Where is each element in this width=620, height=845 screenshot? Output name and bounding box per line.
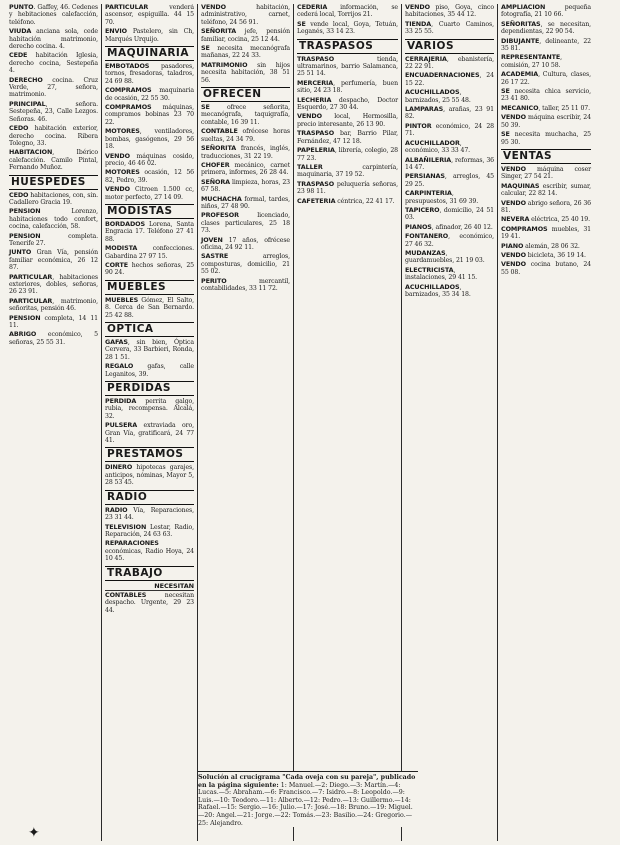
classified-ad: CONTABLES necesitan despacho. Urgente, 29 23 44. xyxy=(105,590,194,614)
classified-ad: COMPRAMOS máquinas, compramos bobinas 23 70 22. xyxy=(105,103,194,126)
section-heading-ventas: VENTAS xyxy=(501,149,591,164)
classified-ad: TIENDA, Cuarto Caminos, 33 25 55. xyxy=(405,19,494,36)
classified-ad: MATRIMONIO sin hijos necesita habitación, 38 51 56. xyxy=(201,60,290,84)
classified-ad: TAPICERO, domicilio, 24 51 03. xyxy=(405,205,494,222)
classified-ad: VENDO bicicleta, 36 19 14. xyxy=(501,250,586,259)
classified-ad: REPARACIONES económicas, Radio Hoya, 24 10 45. xyxy=(105,539,194,563)
classified-ad: VENDO cocina butano, 24 55 08. xyxy=(501,260,591,276)
classified-ad: VENDO local, Hermosilla, precio interesante, 26 13 90. xyxy=(297,112,398,128)
column-4 xyxy=(294,4,402,841)
classified-ad: DIBUJANTE, delineante, 22 35 81. xyxy=(501,36,591,53)
classified-ad: DINERO hipotecas garajes, anticipos, nóminas, Mayor 5, 28 53 45. xyxy=(105,463,194,487)
classified-ad: SEÑORITAS, se necesitan, dependientas, 22 90 54. xyxy=(501,19,591,36)
section-heading-perdidas: PERDIDAS xyxy=(105,381,194,396)
classified-ad: JUNTO Gran Vía, pensión familiar económica, 26 12 87. xyxy=(9,248,98,272)
classified-ad: COMPRAMOS muebles, 31 19 41. xyxy=(501,224,591,241)
column-3 xyxy=(198,4,294,841)
column-2 xyxy=(102,4,198,841)
classified-ad: PROFESOR licenciado, clases particulares, 25 18 73. xyxy=(201,211,290,235)
classified-ad: SE ofrece señorita, mecanógrafa, taquigrafía, contable, 16 39 11. xyxy=(201,103,290,126)
classified-ad: VENDO máquina escribir, 24 50 39. xyxy=(501,113,591,129)
classified-ad: EMBOTADOS pasadores, tornos, fresadoras, taladros, 24 69 88. xyxy=(105,62,194,85)
classified-ad: PAPELERIA, librería, colegio, 28 77 23. xyxy=(297,146,398,162)
crossword-solution-box xyxy=(198,771,418,827)
classified-ad: ELECTRICISTA, instalaciones, 29 41 15. xyxy=(405,265,478,282)
classified-ad: PIANOS, afinador, 26 40 12. xyxy=(405,222,493,231)
classified-ad: CHOFER mecánico, carnet primera, informes, 26 28 44. xyxy=(201,160,290,177)
section-heading-prestamos: PRESTAMOS xyxy=(105,447,194,462)
classified-ad: SEÑORA limpieza, horas, 23 67 58. xyxy=(201,177,290,194)
classified-ad: VENDO Citroen 1.500 cc, motor perfecto, 27 14 09. xyxy=(105,185,194,201)
classified-ad: TRASPASO bar, Barrio Pilar, Fernández, 47 12 18. xyxy=(297,129,398,145)
classified-ad: FONTANERO, económico, 27 46 32. xyxy=(405,232,494,248)
classified-ad: VIUDA anciana sola, cede habitación matrimonio, derecho cocina. 4. xyxy=(9,27,98,51)
classified-ad: CEDE habitación Iglesia, derecho cocina, Sestepeña 4. xyxy=(9,51,98,75)
classified-ad: NEVERA eléctrica, 25 40 19. xyxy=(501,215,590,224)
classified-ad: PARTICULAR, matrimonio, señoritas, pensión 46. xyxy=(9,296,98,313)
classified-ad: ENCUADERNACIONES, 24 15 22. xyxy=(405,71,494,87)
classified-ad: COMPRAMOS maquinaria de ocasión, 22 55 30. xyxy=(105,86,194,102)
section-heading-huespedes: HUESPEDES xyxy=(9,175,98,190)
classified-ad: VENDO piso, Goya, cinco habitaciones, 35 44 12. xyxy=(405,4,494,19)
classified-ad: SE vende local, Goya, Tetuán, Leganés, 33 14 23. xyxy=(297,19,398,36)
section-heading-optica: OPTICA xyxy=(105,322,194,337)
section-subheading-necesitan: NECESITAN xyxy=(105,583,194,591)
classified-ad: PIANO alemán, 28 06 32. xyxy=(501,241,580,250)
classified-ad: CAFETERIA céntrica, 22 41 17. xyxy=(297,196,395,205)
classified-ad: RADIO Vía, Reparaciones, 23 31 44. xyxy=(105,505,194,522)
classified-ad: PERSIANAS, arreglos, 45 29 25. xyxy=(405,172,494,188)
classified-ad: CEDO habitaciones, con, sin. Cadallero Gracia 19. xyxy=(9,190,98,206)
section-heading-trabajo: TRABAJO xyxy=(105,566,194,581)
column-5 xyxy=(402,4,498,841)
classified-ad: ACADEMIA, Cultura, clases, 26 17 22. xyxy=(501,70,591,86)
classified-ad: CONTABLE ofrécese horas sueltas, 24 34 79. xyxy=(201,127,290,143)
section-heading-radio: RADIO xyxy=(105,490,194,505)
classified-ad: CEDERIA información, se cederá local, Torrijos 21. xyxy=(297,4,398,19)
classified-ad: CEDO habitación exterior, derecho cocina. Ribera Tolegno, 33. xyxy=(9,124,98,147)
classified-ad: SE necesita muchacha, 25 95 30. xyxy=(501,130,591,146)
classified-ad: PARTICULAR, habitaciones exteriores, dobles, señoras, 26 23 91. xyxy=(9,272,98,296)
classified-ad: SEÑORITA jefe, pensión familiar, cocina, 25 12 44. xyxy=(201,27,290,43)
classified-ad: PERDIDA perrita galgo, rubia, recompensa. Alcalá, 32. xyxy=(105,397,194,420)
classified-ad: PINTOR económico, 24 28 71. xyxy=(405,121,494,138)
classified-ad: ACUCHILLADOS, barnizados, 25 55 48. xyxy=(405,88,471,104)
classified-ad: JOVEN 17 años, ofrécese oficina, 24 92 11. xyxy=(201,235,290,251)
classified-ad: AMPLIACION pequeña fotografía, 21 10 66. xyxy=(501,4,591,19)
classified-ad: PERITO mercantil, contabilidades, 33 11 72. xyxy=(201,276,290,292)
classified-ad: BORDADOS Lorena, Santa Engracia 17. Teléfono 27 41 88. xyxy=(105,219,194,243)
classified-ad: CARPINTERIA, presupuestos, 31 69 39. xyxy=(405,189,479,205)
classified-ad: VENDO abrigo señora, 26 36 81. xyxy=(501,198,591,214)
classified-ad: MUDANZAS, guardamuebles, 21 19 03. xyxy=(405,248,485,265)
page-mark-icon: ✦ xyxy=(28,825,40,841)
classified-ad: TRASPASO tienda, ultramarinos, barrio Salamanca, 25 51 14. xyxy=(297,54,398,78)
classified-ad: MODISTA confecciones. Gabardina 27 97 15. xyxy=(105,244,194,260)
classified-ad: SE necesita chica servicio, 23 41 80. xyxy=(501,87,591,103)
classified-ad: REGALO gafas, calle Leganitos, 39. xyxy=(105,362,194,378)
classified-ad: GAFAS, sin bien, Óptica Cervera, 33 Barbieri, Ronda, 28 1 51. xyxy=(105,338,194,361)
classified-ad: VENDO habitación, administrativo, carnet, teléfono, 24 56 91. xyxy=(201,4,290,26)
classified-ad: CERRAJERIA, ebanistería, 22 22 91. xyxy=(405,54,494,71)
classifieds-page xyxy=(6,4,614,841)
classified-ad: MOTORES, ventiladores, bombas, gasógenos, 29 56 18. xyxy=(105,127,194,151)
classified-ad: ALBAÑILERIA, reformas, 36 14 47. xyxy=(405,155,494,171)
classified-ad: ENVIO Pastelero, sin Ch, Marqués Urquijo. xyxy=(105,27,194,43)
classified-ad: LAMPARAS, arañas, 23 91 82. xyxy=(405,105,494,121)
classified-ad: TALLER carpintería, maquinaria, 37 19 52. xyxy=(297,162,398,179)
classified-ad: TRASPASO peluquería señoras, 23 98 11. xyxy=(297,179,398,196)
classified-ad: TELEVISION Lestar, Radio, Reparación, 24 63 63. xyxy=(105,522,194,538)
section-heading-ofrecen: OFRECEN xyxy=(201,87,290,102)
section-heading-muebles: MUEBLES xyxy=(105,280,194,295)
crossword-solution-title: Solución al crucigrama "Cada oveja con su pareja", publicado en la página siguiente: xyxy=(198,774,416,789)
classified-ad: REPRESENTANTE, comisión, 27 10 58. xyxy=(501,53,563,69)
classified-ad: SEÑORITA francés, inglés, traducciones, 31 22 19. xyxy=(201,144,290,160)
section-heading-traspasos: TRASPASOS xyxy=(297,39,398,54)
column-6 xyxy=(498,4,594,841)
classified-ad: VENDO máquinas cosido, precio, 46 46 02. xyxy=(105,151,194,167)
classified-ad: PENSION completa, 14 11 11. xyxy=(9,313,98,330)
classified-ad: MOTORES ocasión, 12 56 82, Pedro, 39. xyxy=(105,168,194,184)
classified-ad: ABRIGO económico, 5 señoras, 25 55 31. xyxy=(9,330,98,346)
section-heading-varios: VARIOS xyxy=(405,39,494,54)
classified-ad: MECANICO, taller, 25 11 07. xyxy=(501,103,590,112)
classified-ad: PRINCIPAL, señora. Sestepeña, 23, Calle Lezgos. Señoras. 46. xyxy=(9,99,98,123)
classified-ad: ACUCHILLADOS, barnizados, 35 34 18. xyxy=(405,282,471,298)
classified-ad: PARTICULAR venderá ascensor, espiguilla. 44 15 70. xyxy=(105,4,194,26)
classified-ad: MERCERIA, perfumería, buen sitio, 24 23 18. xyxy=(297,78,398,95)
section-heading-modistas: MODISTAS xyxy=(105,204,194,219)
classified-ad: MUCHACHA formal, tardes, niños, 27 48 90. xyxy=(201,194,290,210)
classified-ad: MUEBLES Gómez, El Salto, 8. Cerca de San Bernardo. 25 42 88. xyxy=(105,295,194,319)
crossword-solution-text: 1: Manuel.—2: Diego.—3: Martín.—4: Lucas.—5: Abraham.—6: Francisco.—7: Isidro.—8: Leopoldo.—9: Luis.—10: Teodoro.—11: Alberto.—12: Pedro.—13: Guillermo.—14: Rafael.—15: Sergio.—16: Julio.—17: José.—18: Bruno.—19: Miguel.—20: Angel.—21: Jorge.—22: Tomás.—23: Basilio.—24: Gregorio.—25: Alejandro. xyxy=(198,781,413,827)
classified-ad: ACUCHILLADOR, económico, 33 33 47. xyxy=(405,138,471,155)
classified-ad: PENSION Lorenzo, habitaciones todo confort, cocina, calefacción, 58. xyxy=(9,207,98,231)
classified-ad: MAQUINAS escribir, sumar, calcular, 22 82 14. xyxy=(501,181,591,198)
column-1 xyxy=(6,4,102,841)
classified-ad: CORTE hechos señoras, 25 90 24. xyxy=(105,260,194,277)
classified-ad: VENDO máquina coser Singer, 27 54 21. xyxy=(501,164,591,181)
section-heading-maquinaria: MAQUINARIA xyxy=(105,46,194,61)
classified-ad: DERECHO cocina. Cruz Verde, 27, señora, matrimonio. xyxy=(9,75,98,99)
classified-ad: PULSERA extraviada oro, Gran Vía, gratificará, 24 77 41. xyxy=(105,421,194,445)
classified-ad: HABITACION, Ibérico calefacción. Camilo Pintal, Fernando Muñoz. xyxy=(9,148,98,172)
classified-ad: PENSION completa. Tenerife 27. xyxy=(9,231,98,247)
classified-ad: PUNTO. Gaffey, 46. Cedenes y hebitaciones calefacción, teléfono. xyxy=(9,4,98,26)
classified-ad: SE necesita mecanógrafa mañanas, 22 24 33. xyxy=(201,44,290,60)
classified-ad: LECHERIA despacho, Doctor Esquerdo, 27 30 44. xyxy=(297,95,398,112)
classified-ad: SASTRE arreglos, composturas, domicilio, 21 55 02. xyxy=(201,252,290,276)
